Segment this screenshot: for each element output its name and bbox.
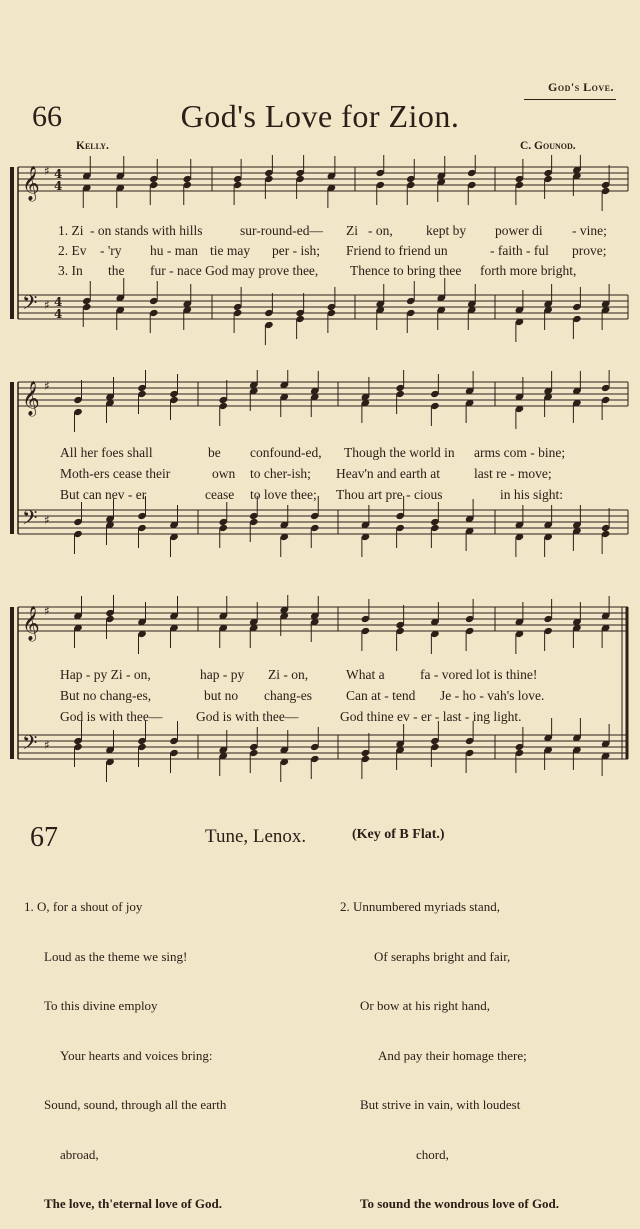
tune-name: Tune, Lenox. bbox=[205, 826, 307, 847]
lyric-syllable: tie may bbox=[210, 243, 251, 258]
lyric-syllable: own bbox=[212, 466, 236, 481]
verse-line: But strive in vain, with loudest bbox=[360, 1097, 521, 1112]
bass-clef-icon: 𝄢 bbox=[22, 506, 38, 534]
time-signature: 4 bbox=[54, 167, 63, 181]
lyric-syllable: Zi - on, bbox=[268, 667, 309, 682]
lyric-syllable: sur-round-ed— bbox=[240, 223, 323, 238]
sharp-icon: ♯ bbox=[44, 298, 50, 312]
lyric-syllable: Heav'n and earth at bbox=[336, 466, 441, 481]
lyric-syllable: arms com - bine; bbox=[474, 445, 566, 460]
lyric-syllable: per - ish; bbox=[272, 243, 320, 258]
lyric-syllable: cease bbox=[205, 487, 235, 502]
verse-line: 1. O, for a shout of joy bbox=[24, 899, 143, 914]
bass-clef-icon: 𝄢 bbox=[22, 291, 38, 319]
lyric-syllable: Thence to bring thee bbox=[350, 263, 462, 278]
lyric-syllable: God thine ev - er - last - ing light. bbox=[340, 709, 522, 724]
lyric-syllable: - on, bbox=[368, 223, 393, 238]
sharp-icon: ♯ bbox=[44, 379, 50, 393]
lyric-syllable: to love thee; bbox=[250, 487, 317, 502]
sharp-icon: ♯ bbox=[44, 738, 50, 752]
verse-line: Sound, sound, through all the earth bbox=[44, 1097, 227, 1112]
lyric-syllable: last re - move; bbox=[474, 466, 552, 481]
verse-1 bbox=[24, 866, 226, 1229]
lyric-syllable: confound-ed, bbox=[250, 445, 322, 460]
verse-line: The love, th'eternal love of God. bbox=[44, 1196, 223, 1211]
verse-line: To this divine employ bbox=[44, 998, 158, 1013]
lyric-syllable: kept by bbox=[426, 223, 467, 238]
lyric-syllable: the bbox=[108, 263, 125, 278]
time-signature: 4 bbox=[54, 307, 63, 321]
lyric-syllable: 3. In bbox=[58, 263, 83, 278]
lyric-syllable: prove; bbox=[572, 243, 607, 258]
lyric-syllable: Je - ho - vah's love. bbox=[440, 688, 545, 703]
hymn-number: 67 bbox=[30, 822, 58, 853]
page-title: God's Love for Zion. bbox=[180, 98, 460, 134]
running-head: God's Love. bbox=[548, 80, 614, 94]
lyric-syllable: fur - nace God may prove thee, bbox=[150, 263, 319, 278]
bass-clef-icon: 𝄢 bbox=[22, 731, 38, 759]
treble-clef-icon: 𝄞 bbox=[22, 606, 40, 641]
lyric-syllable: - vine; bbox=[572, 223, 607, 238]
composer-credit: C. Gounod. bbox=[520, 140, 576, 152]
treble-clef-icon: 𝄞 bbox=[22, 381, 40, 416]
lyric-syllable: fa - vored lot is thine! bbox=[420, 667, 538, 682]
lyric-syllable: Zi bbox=[346, 223, 358, 238]
verse-line: 2. Unnumbered myriads stand, bbox=[340, 899, 500, 914]
treble-clef-icon: 𝄞 bbox=[22, 166, 40, 201]
lyric-syllable: be bbox=[208, 445, 221, 460]
verse-line: To sound the wondrous love of God. bbox=[360, 1196, 560, 1211]
system-bracket bbox=[10, 607, 14, 759]
lyric-syllable: But can nev - er bbox=[60, 487, 147, 502]
verse-line: Of seraphs bright and fair, bbox=[374, 948, 511, 964]
system-bracket bbox=[10, 382, 14, 534]
lyric-syllable: Thou art pre - cious bbox=[336, 487, 443, 502]
lyric-syllable: - on stands with hills bbox=[90, 223, 203, 238]
lyric-syllable: What a bbox=[346, 667, 385, 682]
lyric-syllable: chang-es bbox=[264, 688, 312, 703]
lyric-syllable: God is with thee— bbox=[196, 709, 299, 724]
verse-line: And pay their homage there; bbox=[378, 1047, 527, 1063]
verse-2 bbox=[340, 866, 559, 1229]
verse-line: Loud as the theme we sing! bbox=[44, 948, 188, 964]
lyric-syllable: Hap - py Zi - on, bbox=[60, 667, 151, 682]
lyric-syllable: hu - man bbox=[150, 243, 198, 258]
lyric-syllable: - 'ry bbox=[100, 243, 122, 258]
lyric-syllable: Can at - tend bbox=[346, 688, 416, 703]
verse-line: Or bow at his right hand, bbox=[360, 998, 490, 1013]
lyric-syllable: hap - py bbox=[200, 667, 245, 682]
lyric-syllable: but no bbox=[204, 688, 239, 703]
sharp-icon: ♯ bbox=[44, 513, 50, 527]
sharp-icon: ♯ bbox=[44, 604, 50, 618]
sharp-icon: ♯ bbox=[44, 164, 50, 178]
hymn-number: 66 bbox=[32, 100, 62, 133]
lyric-syllable: to cher-ish; bbox=[250, 466, 311, 481]
lyric-syllable: 2. Ev bbox=[58, 243, 87, 258]
lyric-syllable: But no chang-es, bbox=[60, 688, 152, 703]
lyric-syllable: Though the world in bbox=[344, 445, 455, 460]
verse-line: Your hearts and voices bring: bbox=[60, 1047, 213, 1063]
lyric-syllable: Moth-ers cease their bbox=[60, 466, 171, 481]
key-note: (Key of B Flat.) bbox=[352, 827, 445, 842]
time-signature: 4 bbox=[54, 295, 63, 309]
lyric-syllable: 1. Zi bbox=[58, 223, 84, 238]
lyric-syllable: God is with thee— bbox=[60, 709, 163, 724]
lyric-syllable: in his sight: bbox=[500, 487, 564, 502]
lyric-syllable: power di bbox=[495, 223, 543, 238]
system-bracket bbox=[10, 167, 14, 319]
lyric-syllable: forth more bright, bbox=[480, 263, 577, 278]
lyric-syllable: All her foes shall bbox=[60, 445, 153, 460]
verse-line: abroad, bbox=[60, 1146, 99, 1162]
lyric-syllable: - faith - ful bbox=[490, 243, 549, 258]
verse-line: chord, bbox=[416, 1146, 449, 1162]
lyric-syllable: Friend to friend un bbox=[346, 243, 448, 258]
time-signature: 4 bbox=[54, 179, 63, 193]
tune-credit: Kelly. bbox=[76, 140, 109, 152]
